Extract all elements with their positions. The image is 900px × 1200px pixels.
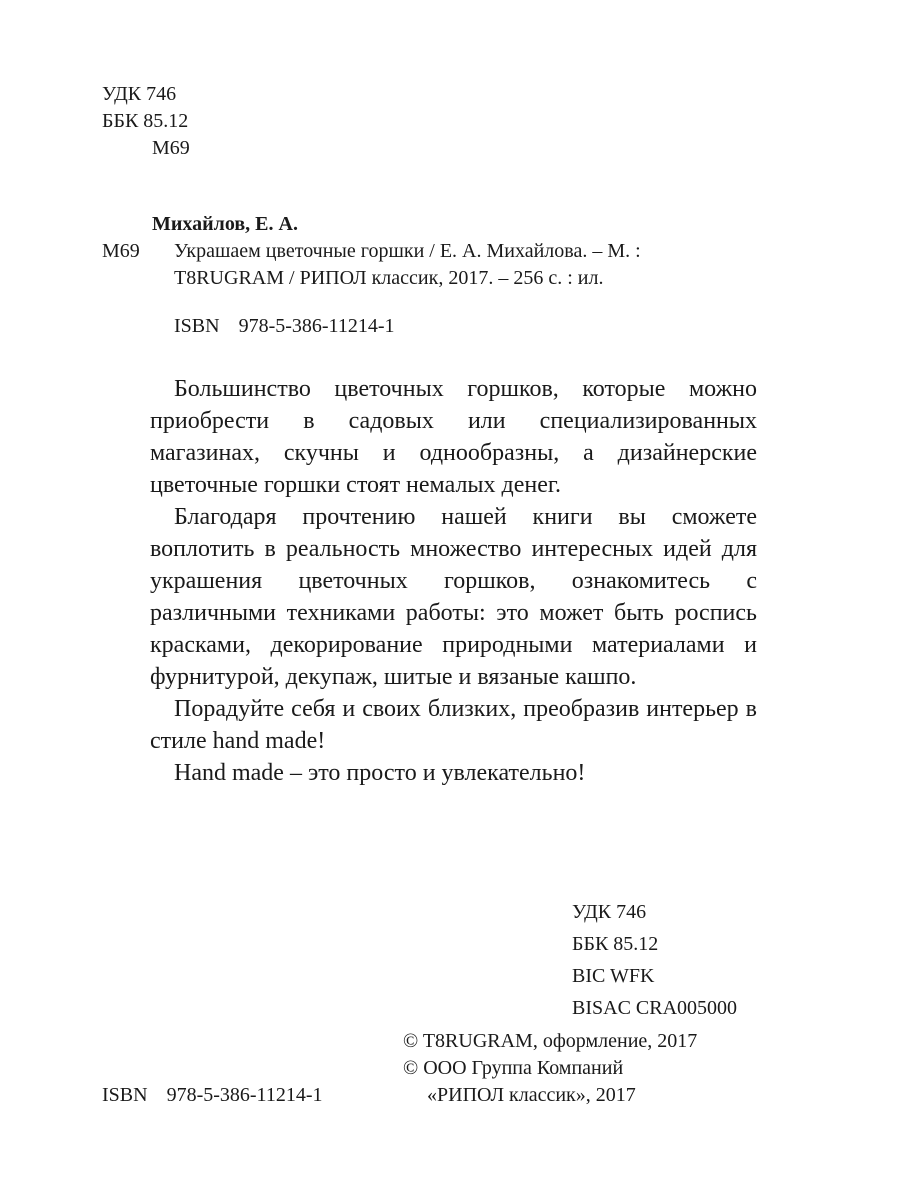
isbn-number: 978-5-386-11214-1 (238, 315, 395, 337)
bbk-code: ББК 85.12 (102, 110, 189, 132)
imprint-line (102, 265, 641, 292)
annotation (150, 373, 757, 789)
isbn-bottom (102, 1082, 322, 1109)
bbk-code: ББК 85.12 (572, 933, 659, 955)
bibliographic-record (102, 211, 641, 340)
annotation-paragraph: Порадуйте себя и своих близких, преобразив интерьер в стиле hand made! (150, 696, 757, 754)
isbn-label: ISBN (174, 315, 220, 337)
udk-code: УДК 746 (102, 83, 177, 105)
annotation-paragraph: Hand made – это просто и увлекательно! (174, 760, 586, 786)
bic-code: BIC WFK (572, 965, 655, 987)
title-line (102, 238, 641, 265)
bottom-classification-codes (572, 896, 737, 1024)
copyright-block (403, 1028, 697, 1109)
udk-code: УДК 746 (572, 901, 647, 923)
cutter-code: М69 (152, 137, 190, 159)
copyright-line: © T8RUGRAM, оформление, 2017 (403, 1030, 698, 1052)
cutter-mark: М69 (102, 240, 140, 262)
imprint-statement: T8RUGRAM / РИПОЛ классик, 2017. – 256 с. : ил. (174, 267, 604, 289)
copyright-line: «РИПОЛ классик», 2017 (427, 1084, 636, 1106)
copyright-line: © ООО Группа Компаний (403, 1057, 624, 1079)
top-classification-codes (102, 81, 190, 162)
annotation-paragraph: Благодаря прочтению нашей книги вы сможете воплотить в реальность множество интересных идей для украшения цветочных горшков, ознакомитесь с различными техниками работы: это может быть роспись красками, декорирование природными материалами и фурнитурой, декупаж, шитые и вязаные кашпо. (150, 504, 757, 690)
annotation-paragraph: Большинство цветочных горшков, которые можно приобрести в садовых или специализированных магазинах, скучны и однообразны, а дизайнерские цветочные горшки стоят немалых денег. (150, 376, 757, 498)
bisac-code: BISAC CRA005000 (572, 997, 738, 1019)
author-heading: Михайлов, Е. А. (152, 213, 298, 235)
isbn-label: ISBN (102, 1084, 148, 1106)
title-statement: Украшаем цветочные горшки / Е. А. Михайлова. – М. : (174, 240, 641, 262)
isbn-line (102, 313, 641, 340)
isbn-number: 978-5-386-11214-1 (166, 1084, 323, 1106)
